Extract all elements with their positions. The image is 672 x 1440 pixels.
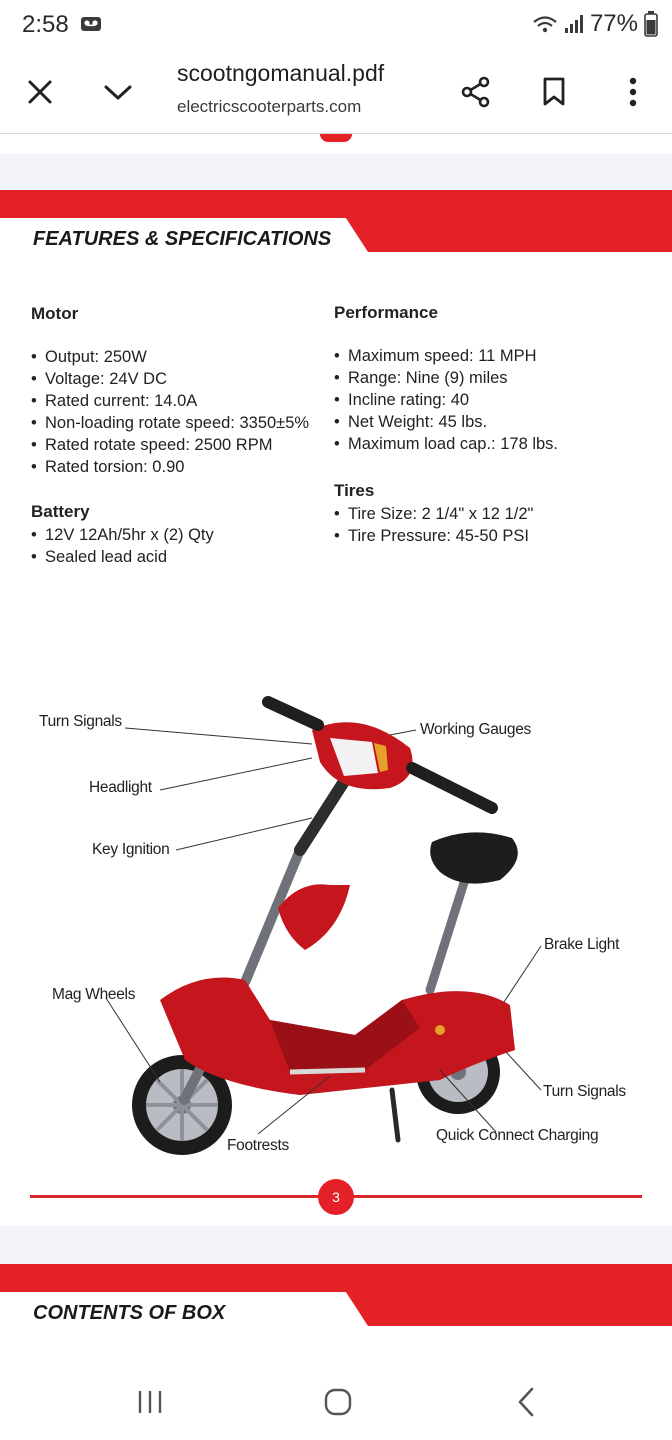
more-options-button[interactable] xyxy=(611,70,655,114)
share-icon xyxy=(460,76,492,108)
battery-heading: Battery xyxy=(31,502,90,521)
back-icon xyxy=(517,1387,535,1417)
bookmark-icon xyxy=(542,77,566,107)
callout-key-ignition: Key Ignition xyxy=(92,841,170,858)
back-button[interactable] xyxy=(498,1382,554,1422)
next-pdf-page xyxy=(0,1264,672,1362)
motor-spec-item: • Rated torsion: 0.90 xyxy=(31,456,309,478)
wifi-icon xyxy=(532,13,558,35)
callout-working-gauges: Working Gauges xyxy=(420,721,531,738)
callout-turn-signals-rear: Turn Signals xyxy=(543,1083,626,1100)
page-number-badge: 3 xyxy=(318,1179,354,1215)
motor-heading: Motor xyxy=(31,304,79,323)
performance-spec-item: • Maximum speed: 11 MPH xyxy=(334,345,558,367)
motor-spec-item: • Voltage: 24V DC xyxy=(31,368,309,390)
previous-page-number-badge xyxy=(320,134,352,142)
battery-icon xyxy=(644,11,658,37)
voicemail-icon xyxy=(80,16,102,32)
chevron-down-icon xyxy=(103,82,133,102)
bookmark-button[interactable] xyxy=(532,70,576,114)
battery-spec-item: • 12V 12Ah/5hr x (2) Qty xyxy=(31,524,214,546)
callout-footrests: Footrests xyxy=(227,1137,289,1154)
performance-spec-item: • Incline rating: 40 xyxy=(334,389,558,411)
performance-heading: Performance xyxy=(334,303,438,322)
home-icon xyxy=(324,1388,352,1416)
pdf-viewer-toolbar xyxy=(0,52,672,134)
section-title-contents: CONTENTS OF BOX xyxy=(33,1302,226,1324)
pdf-page xyxy=(0,190,672,1226)
performance-spec-item: • Maximum load cap.: 178 lbs. xyxy=(334,433,558,455)
share-button[interactable] xyxy=(454,70,498,114)
tire-spec-item: • Tire Size: 2 1/4" x 12 1/2" xyxy=(334,503,533,525)
performance-spec-item: • Range: Nine (9) miles xyxy=(334,367,558,389)
tires-heading: Tires xyxy=(334,481,375,500)
close-icon xyxy=(27,79,53,105)
battery-percent: 77% xyxy=(589,10,638,37)
status-time: 2:58 xyxy=(22,11,69,38)
tire-spec-item: • Tire Pressure: 45-50 PSI xyxy=(334,525,533,547)
scooter-illustration xyxy=(0,190,672,1226)
callout-brake-light: Brake Light xyxy=(544,936,620,953)
close-button[interactable] xyxy=(18,70,62,114)
section-title-features: FEATURES & SPECIFICATIONS xyxy=(33,228,332,250)
navigation-bar xyxy=(0,1362,672,1440)
motor-spec-item: • Rated current: 14.0A xyxy=(31,390,309,412)
battery-spec-item: • Sealed lead acid xyxy=(31,546,214,568)
motor-spec-item: • Non-loading rotate speed: 3350±5% xyxy=(31,412,309,434)
document-title: scootngomanual.pdf xyxy=(177,60,385,86)
motor-spec-item: • Rated rotate speed: 2500 RPM xyxy=(31,434,309,456)
callout-headlight: Headlight xyxy=(89,779,152,796)
document-source: electricscooterparts.com xyxy=(177,97,362,116)
home-button[interactable] xyxy=(310,1382,366,1422)
expand-details-button[interactable] xyxy=(96,70,140,114)
more-vert-icon xyxy=(629,77,637,107)
status-bar xyxy=(0,0,672,52)
callout-turn-signals-front: Turn Signals xyxy=(39,713,122,730)
recents-button[interactable] xyxy=(122,1382,178,1422)
performance-spec-item: • Net Weight: 45 lbs. xyxy=(334,411,558,433)
motor-spec-item: • Output: 250W xyxy=(31,346,309,368)
callout-quick-connect-charging: Quick Connect Charging xyxy=(436,1127,599,1144)
recents-icon xyxy=(136,1389,164,1415)
signal-icon xyxy=(564,14,584,34)
callout-mag-wheels: Mag Wheels xyxy=(52,986,136,1003)
